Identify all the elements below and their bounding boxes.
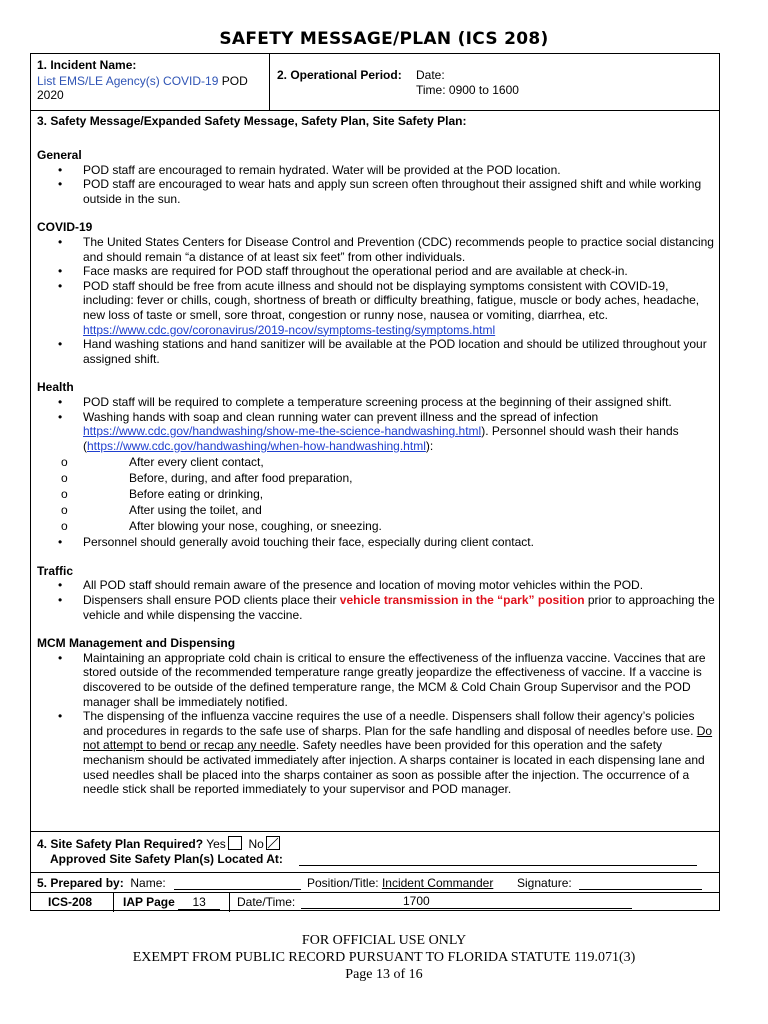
general-list: [37, 163, 717, 207]
list-item: • POD staff are encouraged to wear hats and apply sun screen often throughout their assigned shift and while working outside in the sun.: [37, 177, 717, 206]
list-item: • All POD staff should remain aware of the presence and location of moving motor vehicles within the POD.: [37, 578, 717, 593]
checkbox-x-icon: [267, 837, 279, 849]
yes-label: Yes: [206, 837, 226, 851]
cdc-handwashing-science-link[interactable]: https://www.cdc.gov/handwashing/show-me-the-science-handwashing.html: [83, 424, 482, 439]
approved-plan-label: Approved Site Safety Plan(s) Located At:: [50, 852, 283, 866]
list-item: [37, 410, 717, 535]
traffic-text: Dispensers shall ensure POD clients place their: [83, 593, 337, 608]
prepared-by-label: 5. Prepared by:: [37, 876, 124, 890]
list-item: [37, 593, 717, 622]
site-safety-plan-label: 4. Site Safety Plan Required?: [37, 837, 204, 851]
prepared-by-label-group: [37, 876, 166, 890]
list-item: • Face masks are required for POD staff throughout the operational period and are available at check-in.: [37, 264, 717, 279]
footer-exempt-notice: EXEMPT FROM PUBLIC RECORD PURSUANT TO FLORIDA STATUTE 119.071(3): [132, 950, 636, 965]
datetime-field[interactable]: [301, 895, 632, 909]
cdc-handwashing-when-link[interactable]: https://www.cdc.gov/handwashing/when-how-handwashing.html: [87, 438, 426, 453]
iap-page-label: IAP Page: [123, 895, 175, 909]
needle-text-2: . Safety needles have been provided for this operation and the safety mechanism should be activated immediately after injection. A sharps container is located in each dispensing lane and used needles shall be placed into the sharps container as soon as possible after the injection. The occurrence of a needle stick shall be reported immediately to your supervisor and POD manager.: [83, 738, 705, 797]
list-item: • Hand washing stations and hand sanitizer will be available at the POD location and should be utilized throughout your assigned shift.: [37, 337, 717, 366]
incident-name-blue: List EMS/LE Agency(s) COVID-19: [37, 74, 219, 88]
sub-list-item: o Before, during, and after food preparation,: [37, 470, 717, 486]
sub-list-item: o After blowing your nose, coughing, or sneezing.: [37, 518, 717, 534]
approved-plan-field[interactable]: [299, 865, 697, 866]
covid-heading: COVID-19: [37, 220, 93, 235]
list-item: • POD staff will be required to complete a temperature screening process at the beginning of their assigned shift.: [37, 395, 717, 410]
handwashing-sublist: [37, 454, 717, 534]
incident-name-value[interactable]: [37, 74, 248, 88]
name-label: Name:: [130, 876, 166, 890]
position-group: [307, 876, 493, 890]
handwashing-text: Washing hands with soap and clean running water can prevent illness and the spread of infection: [83, 409, 599, 424]
form-id: ICS-208: [48, 895, 93, 909]
handwashing-text-2: ). Personnel should wash their hands (: [83, 424, 679, 453]
list-item: [37, 279, 717, 337]
health-list: [37, 395, 717, 550]
position-label: Position/Title:: [307, 876, 379, 890]
general-heading: General: [37, 148, 82, 162]
operational-period-label: 2. Operational Period:: [277, 68, 402, 82]
list-item: • Personnel should generally avoid touching their face, especially during client contact.: [37, 535, 717, 550]
position-value[interactable]: Incident Commander: [381, 876, 494, 890]
list-item: • The United States Centers for Disease Control and Prevention (CDC) recommends people to practice social distancing and should remain “a distance of at least six feet” from other individuals.: [37, 235, 717, 264]
iap-page-value[interactable]: 13: [178, 896, 220, 910]
datetime-value: 1700: [403, 894, 430, 908]
no-label: No: [248, 837, 264, 851]
mcm-list: [37, 651, 717, 797]
needle-text: The dispensing of the influenza vaccine requires the use of a needle. Dispensers shall follow their agency’s policies and procedures in regards to the safe use of sharps. Plan for the safe handling and disposal of needles before use.: [83, 709, 695, 738]
list-item: • POD staff are encouraged to remain hydrated. Water will be provided at the POD location.: [37, 163, 717, 178]
incident-name-pod: POD: [221, 74, 248, 88]
ics208-form: [30, 53, 720, 911]
yes-checkbox[interactable]: [228, 836, 242, 850]
footer-official-use: FOR OFFICIAL USE ONLY: [301, 933, 467, 948]
name-field[interactable]: [174, 889, 301, 890]
page-title: SAFETY MESSAGE/PLAN (ICS 208): [219, 29, 549, 49]
traffic-text-2: prior to approaching the vehicle and while dispensing the vaccine.: [83, 593, 715, 622]
needle-warning: Do not attempt to bend or recap any needle: [83, 723, 713, 753]
list-item: [37, 709, 717, 797]
time-value[interactable]: Time: 0900 to 1600: [416, 83, 519, 97]
mcm-heading: MCM Management and Dispensing: [37, 636, 236, 651]
symptoms-text: POD staff should be free from acute illness and should not be displaying symptoms consistent with COVID-19, including: fever or chills, cough, shortness of breath or difficulty breathing, fatigue, muscle or body aches, headache, new loss of taste or smell, sore throat, congestion or runny nose, nausea or vomiting, diarrhea, etc.: [83, 278, 700, 322]
sub-list-item: o After every client contact,: [37, 454, 717, 470]
list-item: • Maintaining an appropriate cold chain is critical to ensure the effectiveness of the influenza vaccine. Vaccines that are stored outside of the recommended temperature range greatly jeopardize the effectiveness of vaccine. If a vaccine is discovered to be outside of the defined temperature range, the MCM & Cold Chain Group Supervisor and the POD manager shall be immediately notified.: [37, 651, 717, 709]
date-label[interactable]: Date:: [416, 68, 445, 82]
health-heading: Health: [37, 380, 74, 395]
cdc-symptoms-link[interactable]: https://www.cdc.gov/coronavirus/2019-ncov/symptoms-testing/symptoms.html: [83, 322, 496, 337]
signature-field[interactable]: [579, 889, 702, 890]
incident-name-label: 1. Incident Name:: [37, 58, 137, 72]
handwashing-text-3: ):: [425, 438, 434, 453]
section4-row: [37, 836, 280, 851]
footer-page-number: Page 13 of 16: [345, 967, 423, 982]
signature-label: Signature:: [517, 876, 572, 890]
covid-list: [37, 235, 717, 366]
incident-name-year: 2020: [37, 88, 64, 102]
datetime-label: Date/Time:: [237, 895, 296, 909]
sub-list-item: o After using the toilet, and: [37, 502, 717, 518]
park-position-warning: vehicle transmission in the “park” position: [339, 593, 585, 608]
iap-page-group: [123, 895, 220, 910]
sub-list-item: o Before eating or drinking,: [37, 486, 717, 502]
traffic-heading: Traffic: [37, 563, 74, 578]
section3-heading: 3. Safety Message/Expanded Safety Message, Safety Plan, Site Safety Plan:: [37, 114, 467, 128]
traffic-list: [37, 578, 717, 622]
no-checkbox[interactable]: [266, 836, 280, 850]
